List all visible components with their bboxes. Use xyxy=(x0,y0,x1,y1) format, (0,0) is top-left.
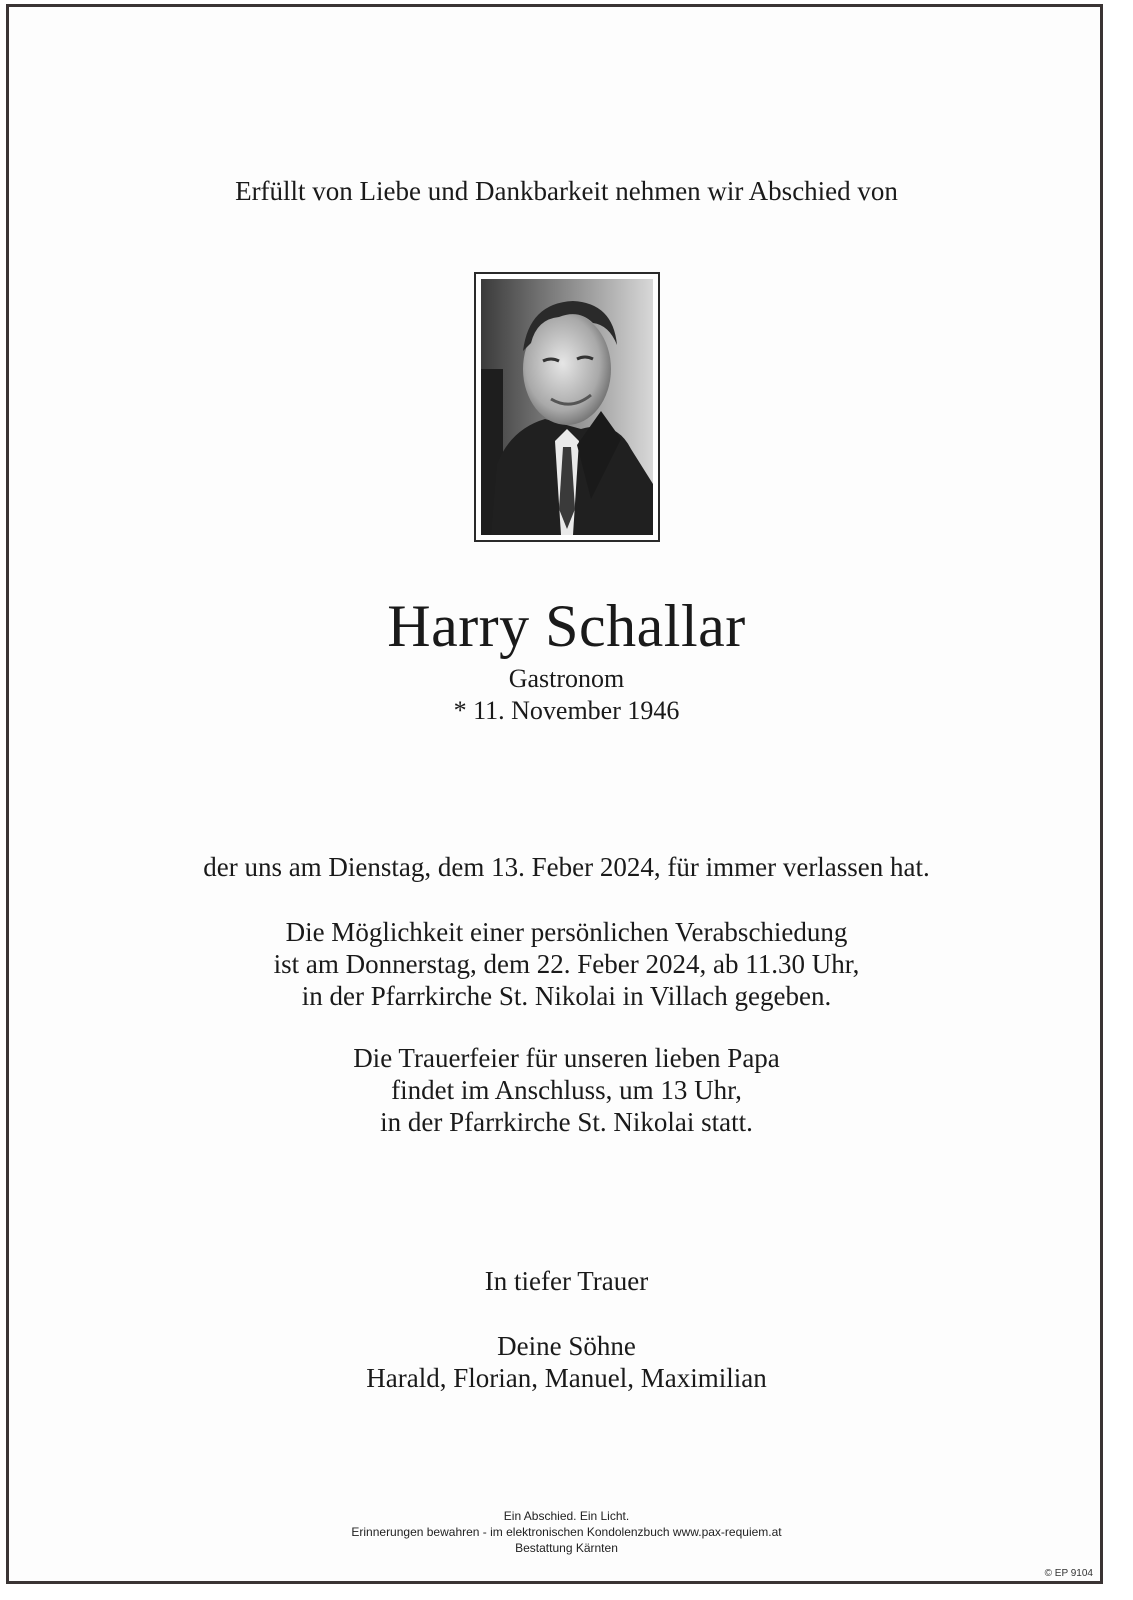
mourning-text: In tiefer Trauer xyxy=(484,1266,649,1296)
intro-text: Erfüllt von Liebe und Dankbarkeit nehmen wir Abschied von xyxy=(235,176,898,206)
deceased-name: Harry Schallar xyxy=(387,593,746,659)
ceremony-line: Die Trauerfeier für unseren lieben Papa xyxy=(353,1043,780,1073)
profession: Gastronom xyxy=(508,664,625,693)
ceremony-line: in der Pfarrkirche St. Nikolai statt. xyxy=(380,1107,753,1137)
footer-line: Ein Abschied. Ein Licht. xyxy=(503,1509,630,1523)
farewell-line: Die Möglichkeit einer persönlichen Verabschiedung xyxy=(285,917,848,947)
sons-block xyxy=(0,1330,1133,1394)
sons-names: Harald, Florian, Manuel, Maximilian xyxy=(366,1363,767,1393)
farewell-line: ist am Donnerstag, dem 22. Feber 2024, ab 11.30 Uhr, xyxy=(273,949,860,979)
footer xyxy=(0,1508,1133,1556)
birth-date: * 11. November 1946 xyxy=(453,696,680,725)
death-notice: der uns am Dienstag, dem 13. Feber 2024, für immer verlassen hat. xyxy=(203,852,930,882)
document-code: © EP 9104 xyxy=(1044,1568,1093,1579)
farewell-paragraph xyxy=(0,916,1133,1012)
sons-title: Deine Söhne xyxy=(497,1331,636,1361)
footer-line: Erinnerungen bewahren - im elektronischen Kondolenzbuch www.pax-requiem.at xyxy=(351,1525,782,1539)
footer-line: Bestattung Kärnten xyxy=(515,1541,618,1555)
portrait-photo xyxy=(474,272,660,542)
ceremony-paragraph xyxy=(0,1042,1133,1138)
ceremony-line: findet im Anschluss, um 13 Uhr, xyxy=(391,1075,742,1105)
farewell-line: in der Pfarrkirche St. Nikolai in Villach gegeben. xyxy=(301,981,832,1011)
